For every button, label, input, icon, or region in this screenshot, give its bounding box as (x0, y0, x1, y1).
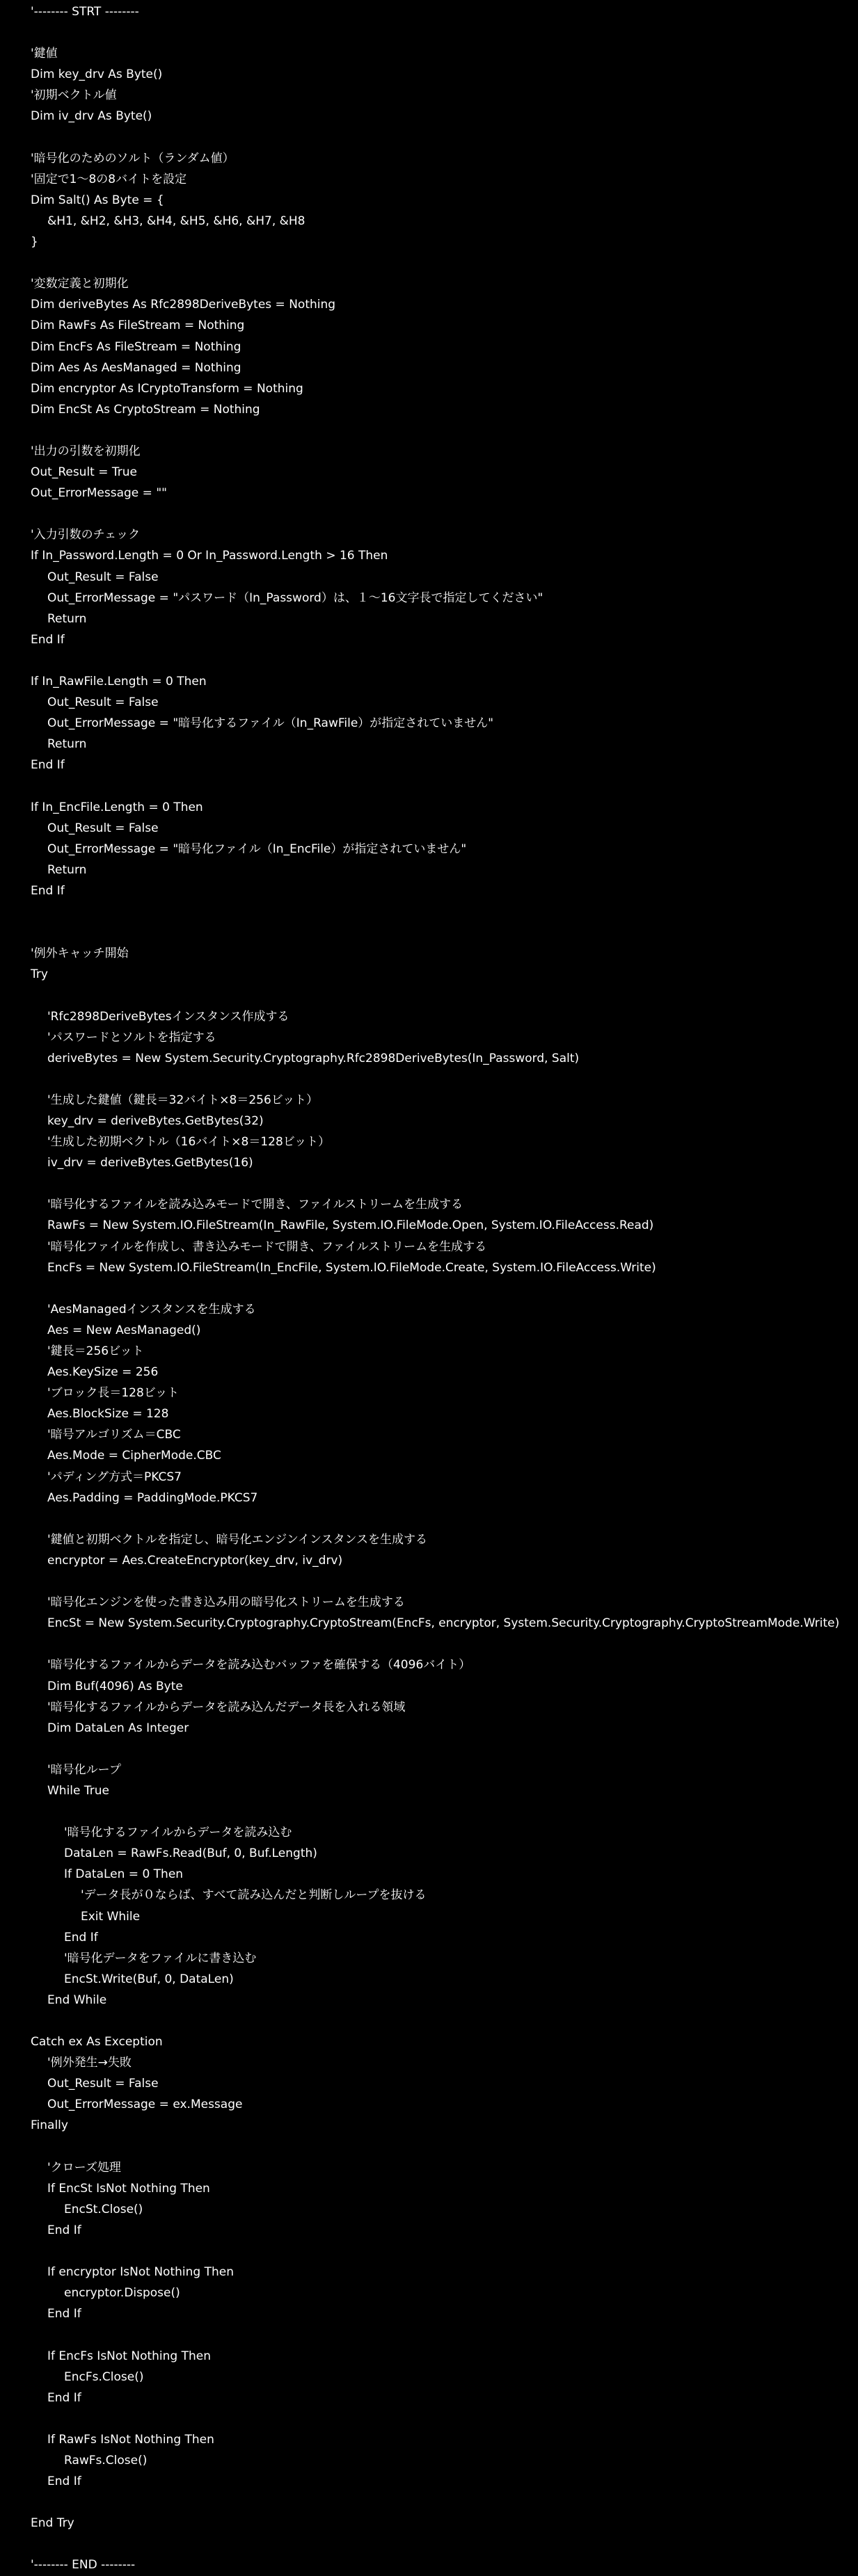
code-line: RawFs.Close() (64, 2453, 148, 2468)
code-line (0, 1571, 858, 1592)
code-line: EncSt = New System.Security.Cryptography.CryptoStream(EncFs, encryptor, System.Security.Cryptography.CryptoStreamMode.Write) (47, 1616, 840, 1631)
code-line: 'パスワードとソルトを指定する (47, 1030, 216, 1045)
code-line: '暗号化ループ (47, 1762, 121, 1777)
code-line (0, 1508, 858, 1529)
code-line: End If (31, 758, 65, 773)
code-line: EncFs.Close() (64, 2369, 144, 2384)
code-line: iv_drv = deriveBytes.GetBytes(16) (47, 1156, 253, 1170)
code-line: EncFs = New System.IO.FileStream(In_EncFile, System.IO.FileMode.Create, System.IO.FileAccess.Write) (47, 1260, 656, 1275)
code-line: '暗号アルゴリズム＝CBC (47, 1428, 181, 1442)
code-line: 'Rfc2898DeriveBytesインスタンス作成する (47, 1009, 289, 1024)
code-line: Dim key_drv As Byte() (31, 67, 163, 82)
code-line: Aes.BlockSize = 128 (47, 1407, 169, 1422)
code-line (0, 1801, 858, 1822)
code-line: '生成した鍵値（鍵長＝32バイト×8＝256ビット） (47, 1093, 319, 1107)
code-line: EncSt.Close() (64, 2202, 143, 2216)
code-line: RawFs = New System.IO.FileStream(In_RawFile, System.IO.FileMode.Open, System.IO.FileAccess.Read) (47, 1218, 654, 1233)
code-line: '例外キャッチ開始 (31, 947, 129, 961)
code-line (0, 901, 858, 922)
code-line: Out_ErrorMessage = "パスワード（In_Password）は、１～16文字長で指定してください" (47, 590, 543, 605)
code-line: Out_ErrorMessage = ex.Message (47, 2098, 243, 2112)
code-line: If encryptor IsNot Nothing Then (47, 2265, 234, 2280)
code-line: Try (31, 967, 48, 982)
code-line: '暗号化ファイルを作成し、書き込みモードで開き、ファイルストリームを生成する (47, 1239, 487, 1254)
code-line: Dim Aes As AesManaged = Nothing (31, 360, 241, 375)
code-line: '-------- END -------- (31, 2558, 136, 2573)
code-line (0, 2241, 858, 2262)
code-line: 'パディング方式＝PKCS7 (47, 1470, 182, 1484)
code-line (0, 2136, 858, 2157)
code-line: '出力の引数を初期化 (31, 444, 141, 458)
code-line: End If (47, 2307, 81, 2321)
code-line: End While (47, 1993, 107, 2007)
code-line (0, 1278, 858, 1299)
code-line: If In_RawFile.Length = 0 Then (31, 675, 207, 689)
code-line: '鍵長＝256ビット (47, 1344, 144, 1358)
code-line (0, 2324, 858, 2345)
code-line: Return (47, 737, 87, 752)
code-line: If In_EncFile.Length = 0 Then (31, 800, 203, 814)
code-line: '鍵値 (31, 47, 58, 61)
code-line: Catch ex As Exception (31, 2035, 163, 2050)
code-line (0, 1069, 858, 1090)
code-line: If EncSt IsNot Nothing Then (47, 2181, 210, 2196)
code-line (0, 1739, 858, 1760)
code-line: If RawFs IsNot Nothing Then (47, 2432, 214, 2447)
code-line: Out_ErrorMessage = "暗号化するファイル（In_RawFile）が指定されていません" (47, 716, 494, 731)
code-line (0, 2011, 858, 2031)
code-line: encryptor = Aes.CreateEncryptor(key_drv, iv_drv) (47, 1553, 343, 1568)
code-line: '暗号化するファイルを読み込みモードで開き、ファイルストリームを生成する (47, 1198, 463, 1212)
code-line: Out_ErrorMessage = "" (31, 486, 167, 501)
code-line (0, 252, 858, 273)
code-line: Aes.KeySize = 256 (47, 1365, 159, 1380)
code-line: '初期ベクトル値 (31, 88, 117, 103)
code-line (0, 1173, 858, 1194)
code-line: Dim RawFs As FileStream = Nothing (31, 319, 245, 333)
code-line: Dim deriveBytes As Rfc2898DeriveBytes = Nothing (31, 298, 336, 312)
code-line: Return (47, 862, 87, 877)
code-line: Dim EncFs As FileStream = Nothing (31, 339, 241, 354)
code-line (0, 22, 858, 43)
code-line: Aes = New AesManaged() (47, 1323, 201, 1337)
code-line (0, 922, 858, 943)
code-line (0, 2408, 858, 2429)
code-line: '暗号化エンジンを使った書き込み用の暗号化ストリームを生成する (47, 1595, 405, 1610)
code-line: 'AesManagedインスタンスを生成する (47, 1302, 256, 1317)
code-line: End If (47, 2223, 81, 2237)
code-line: Dim Buf(4096) As Byte (47, 1679, 183, 1693)
code-line: If DataLen = 0 Then (64, 1867, 184, 1882)
code-line: Return (47, 611, 87, 626)
code-line: 'ブロック長＝128ビット (47, 1386, 180, 1401)
code-line: Out_ErrorMessage = "暗号化ファイル（In_EncFile）が指定されていません" (47, 842, 467, 856)
code-line: Out_Result = True (31, 465, 138, 480)
code-line: EncSt.Write(Buf, 0, DataLen) (64, 1972, 234, 1986)
code-line: '暗号化するファイルからデータを読み込んだデータ長を入れる領域 (47, 1700, 406, 1714)
code-line: Aes.Mode = CipherMode.CBC (47, 1449, 221, 1463)
code-line: End If (47, 2390, 81, 2405)
code-line: End If (31, 632, 65, 647)
code-line: } (31, 235, 38, 250)
code-line: '例外発生→失敗 (47, 2056, 132, 2070)
code-line: Dim encryptor As ICryptoTransform = Nothing (31, 381, 303, 396)
code-line: 'データ長が０ならば、すべて読み込んだと判断しループを抜ける (81, 1888, 427, 1903)
code-line (0, 2492, 858, 2513)
code-line: Dim EncSt As CryptoStream = Nothing (31, 402, 260, 417)
code-line: Out_Result = False (47, 570, 159, 584)
code-line: deriveBytes = New System.Security.Cryptography.Rfc2898DeriveBytes(In_Password, Salt) (47, 1051, 580, 1065)
code-line: DataLen = RawFs.Read(Buf, 0, Buf.Length) (64, 1846, 317, 1861)
code-line (0, 775, 858, 796)
code-line: End If (31, 883, 65, 898)
code-line: 'クローズ処理 (47, 2160, 121, 2175)
code-line (0, 504, 858, 524)
code-line: Out_Result = False (47, 2077, 159, 2091)
code-line: &H1, &H2, &H3, &H4, &H5, &H6, &H7, &H8 (47, 214, 305, 228)
code-line: Out_Result = False (47, 821, 159, 835)
code-line: '暗号化データをファイルに書き込む (64, 1951, 257, 1965)
code-line: '固定で1～8の8バイトを設定 (31, 172, 187, 186)
code-line: '暗号化のためのソルト（ランダム値） (31, 151, 235, 166)
code-line (0, 1634, 858, 1655)
code-line: Finally (31, 2118, 68, 2133)
code-line: key_drv = deriveBytes.GetBytes(32) (47, 1113, 264, 1128)
code-line (0, 2534, 858, 2554)
code-line: While True (47, 1783, 110, 1798)
code-line (0, 420, 858, 441)
code-line: '暗号化するファイルからデータを読み込む (64, 1826, 292, 1840)
code-line: Dim DataLen As Integer (47, 1721, 189, 1735)
code-line: '変数定義と初期化 (31, 277, 129, 291)
code-line: '生成した初期ベクトル（16バイト×8＝128ビット） (47, 1135, 331, 1150)
code-line: '-------- STRT -------- (31, 5, 139, 19)
code-line (0, 650, 858, 671)
code-line: End If (64, 1930, 98, 1945)
code-line: If EncFs IsNot Nothing Then (47, 2349, 212, 2363)
code-line (0, 127, 858, 148)
code-line: '入力引数のチェック (31, 528, 141, 542)
code-line: encryptor.Dispose() (64, 2286, 180, 2301)
code-line: End If (47, 2474, 81, 2489)
code-line: Out_Result = False (47, 695, 159, 710)
code-line (0, 985, 858, 1006)
code-line: End Try (31, 2516, 74, 2531)
code-line: Exit While (81, 1909, 141, 1924)
code-line: '暗号化するファイルからデータを読み込むバッファを確保する（4096バイト） (47, 1658, 471, 1673)
code-line: Dim Salt() As Byte = { (31, 193, 164, 207)
code-line: Aes.Padding = PaddingMode.PKCS7 (47, 1490, 258, 1505)
code-line: Dim iv_drv As Byte() (31, 109, 152, 124)
code-line: If In_Password.Length = 0 Or In_Password.Length > 16 Then (31, 549, 388, 563)
code-line: '鍵値と初期ベクトルを指定し、暗号化エンジンインスタンスを生成する (47, 1532, 427, 1547)
